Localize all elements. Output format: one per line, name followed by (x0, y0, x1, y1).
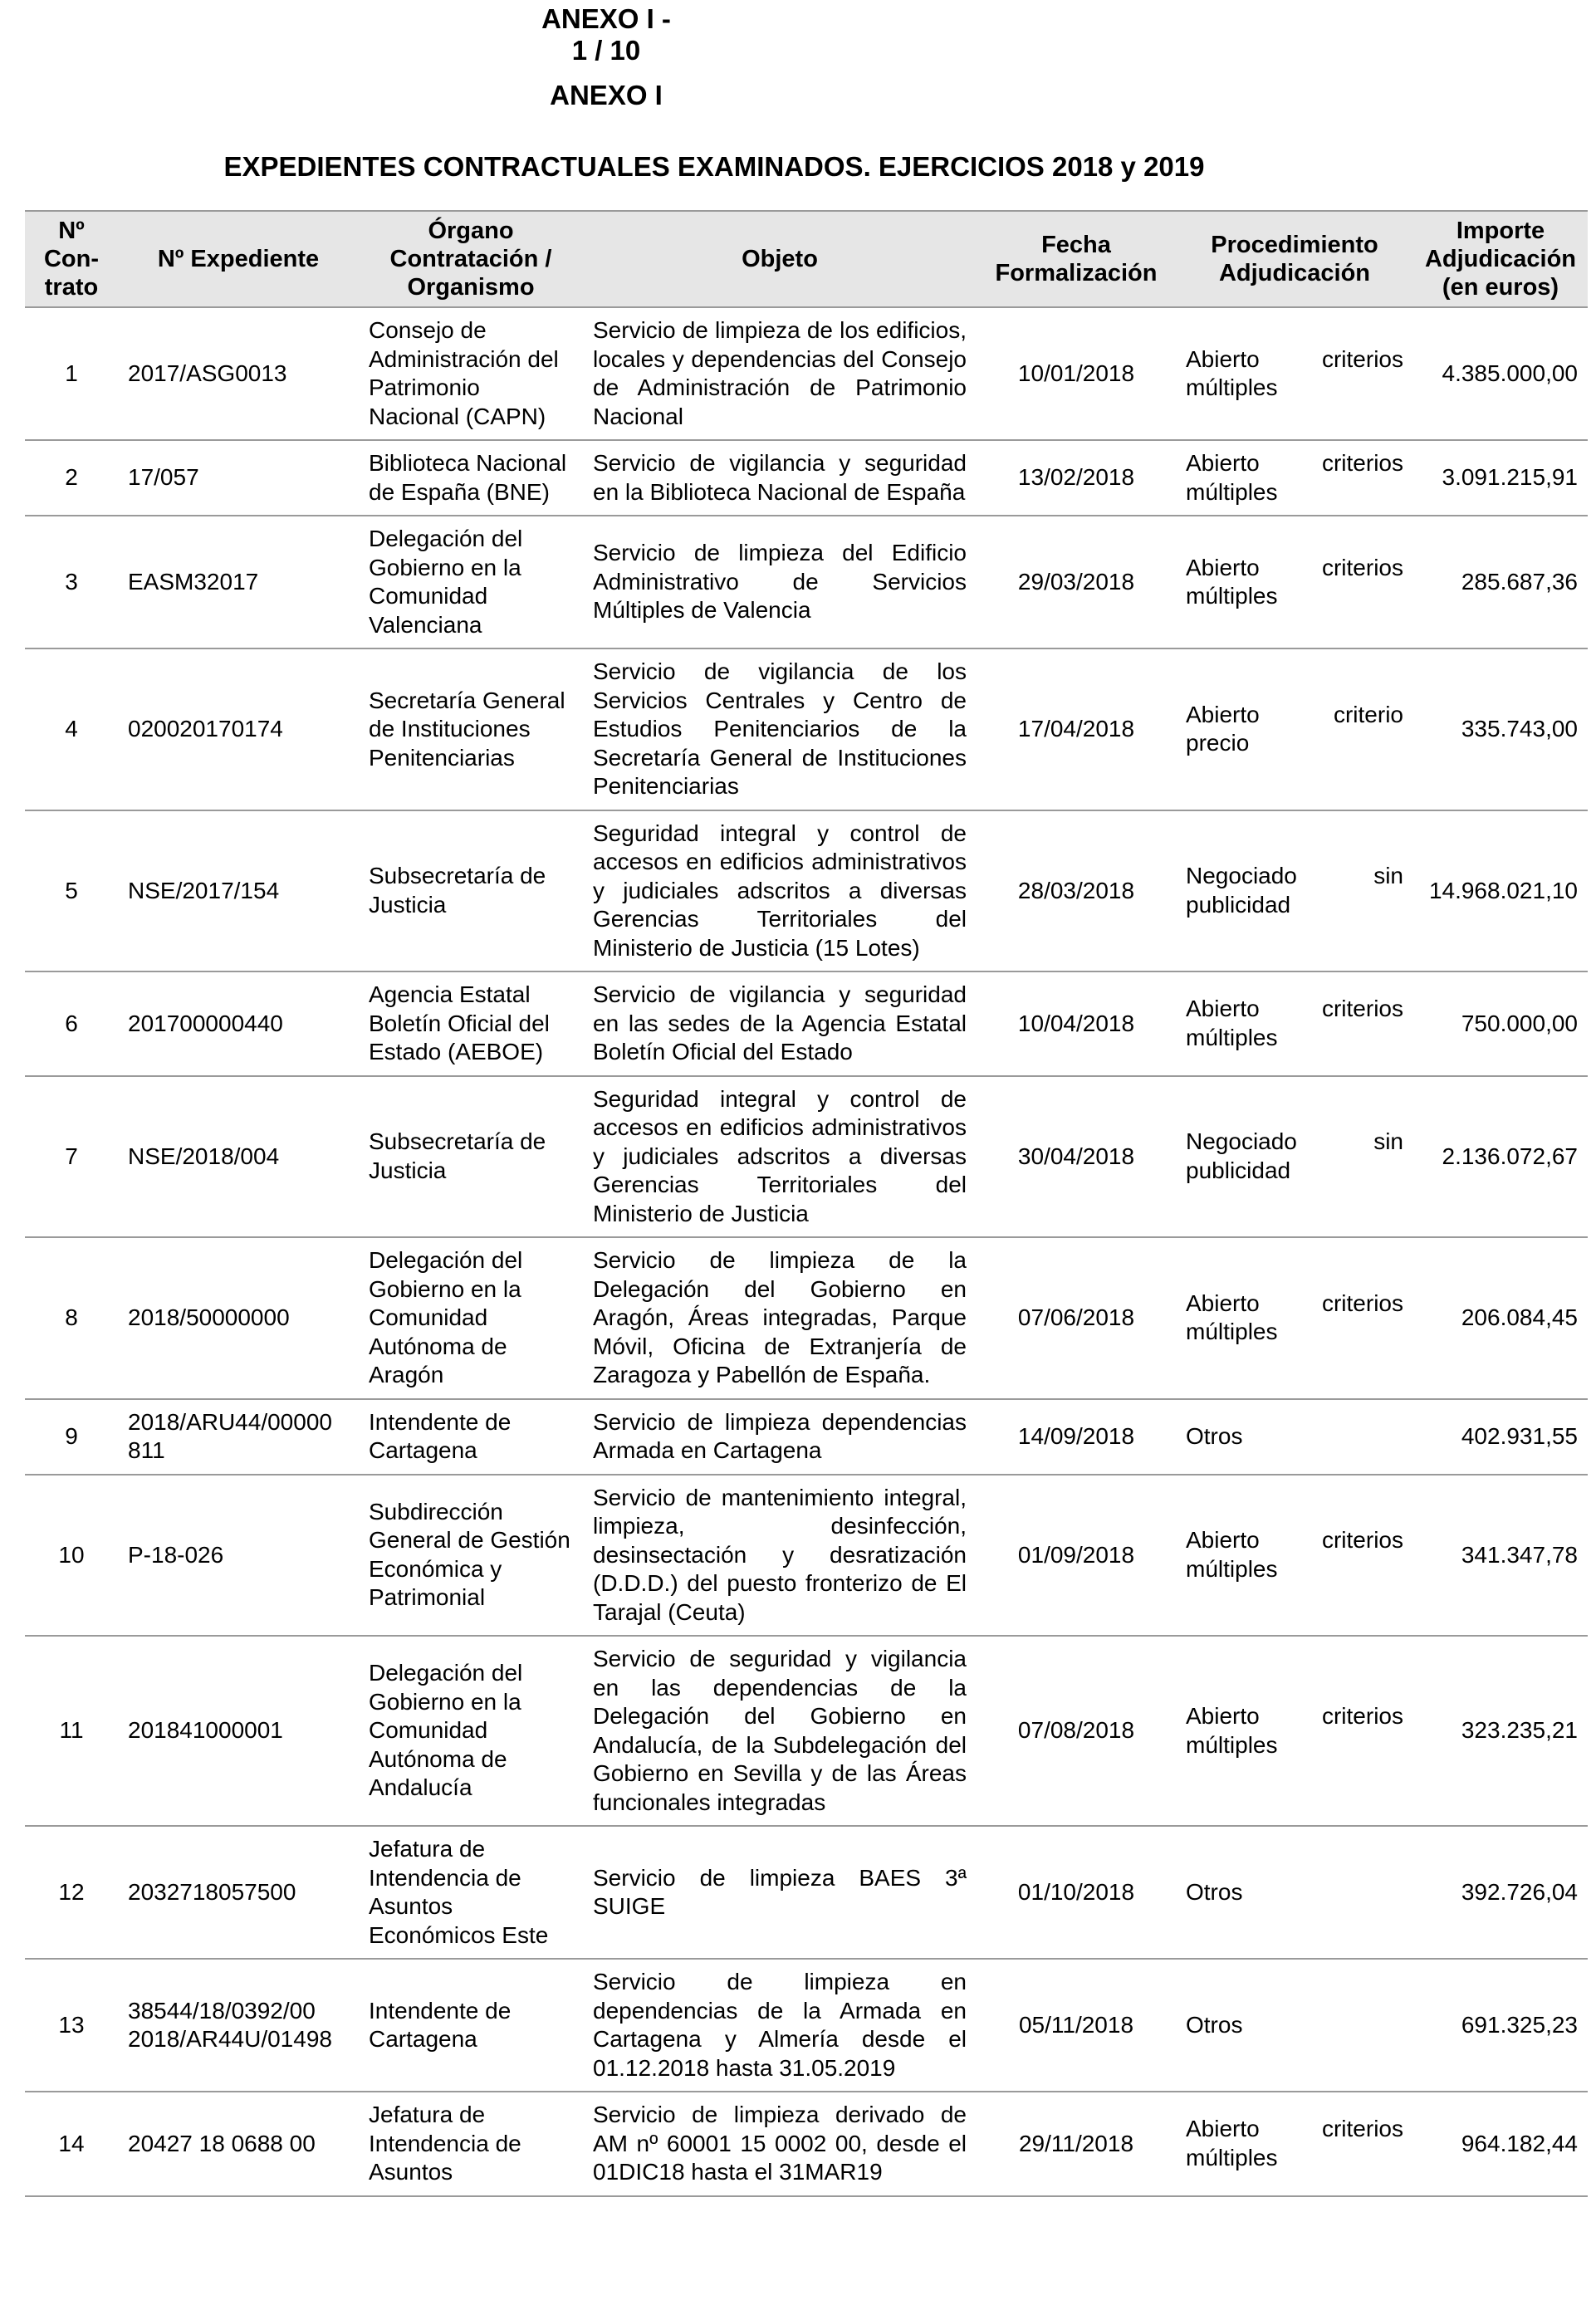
cell-importe: 964.182,44 (1413, 2092, 1588, 2196)
col-header-importe: Importe Adjudicación (en euros) (1413, 211, 1588, 307)
cell-objeto: Servicio de vigilancia y seguridad en las sedes de la Agencia Estatal Boletín Oficial del Estado (583, 971, 977, 1076)
cell-importe: 392.726,04 (1413, 1826, 1588, 1959)
cell-objeto: Servicio de mantenimiento integral, limpieza, desinfección, desinsectación y desratización (D.D.D.) del puesto fronterizo de El Tarajal (Ceuta) (583, 1475, 977, 1637)
procedure-line: múltiples (1186, 1319, 1278, 1345)
cell-objeto: Servicio de vigilancia de los Servicios Centrales y Centro de Estudios Penitenciarios de la Secretaría General de Instituciones Penitenciarias (583, 648, 977, 810)
cell-fecha: 28/03/2018 (977, 810, 1176, 972)
cell-expediente: 2018/50000000 (118, 1237, 359, 1399)
contracts-table (25, 210, 1588, 2197)
table-row (25, 1636, 1588, 1826)
procedure-line: múltiples (1186, 374, 1278, 400)
cell-objeto: Seguridad integral y control de accesos en edificios administrativos y judiciales adscritos a diversas Gerencias Territoriales del Ministerio de Justicia (15 Lotes) (583, 810, 977, 972)
cell-num: 4 (25, 648, 118, 810)
table-row (25, 1399, 1588, 1475)
cell-organo: Jefatura de Intendencia de Asuntos Económicos Este (359, 1826, 583, 1959)
table-row (25, 2092, 1588, 2196)
procedure-line: publicidad (1186, 1157, 1291, 1183)
table-row (25, 1959, 1588, 2092)
cell-fecha: 29/03/2018 (977, 516, 1176, 648)
col-header-procedimiento: Procedimiento Adjudicación (1176, 211, 1413, 307)
cell-procedimiento (1176, 1237, 1413, 1399)
cell-expediente: EASM32017 (118, 516, 359, 648)
annex-title: ANEXO I (550, 80, 663, 110)
cell-importe: 335.743,00 (1413, 648, 1588, 810)
cell-importe: 691.325,23 (1413, 1959, 1588, 2092)
cell-procedimiento (1176, 1399, 1413, 1475)
cell-num: 11 (25, 1636, 118, 1826)
cell-procedimiento (1176, 971, 1413, 1076)
cell-importe: 2.136.072,67 (1413, 1076, 1588, 1238)
cell-organo: Subsecretaría de Justicia (359, 810, 583, 972)
procedure-line: Abierto criterios (1186, 450, 1403, 476)
table-row (25, 516, 1588, 648)
cell-objeto: Servicio de limpieza BAES 3ª SUIGE (583, 1826, 977, 1959)
cell-fecha: 10/04/2018 (977, 971, 1176, 1076)
cell-fecha: 10/01/2018 (977, 307, 1176, 440)
procedure-line: Abierto criterio (1186, 701, 1403, 727)
table-row (25, 1475, 1588, 1637)
procedure-line: múltiples (1186, 1024, 1278, 1050)
cell-expediente: 2018/ARU44/00000 811 (118, 1399, 359, 1475)
cell-fecha: 14/09/2018 (977, 1399, 1176, 1475)
cell-organo: Subdirección General de Gestión Económica y Patrimonial (359, 1475, 583, 1637)
cell-organo: Delegación del Gobierno en la Comunidad Autónoma de Aragón (359, 1237, 583, 1399)
cell-num: 14 (25, 2092, 118, 2196)
cell-importe: 341.347,78 (1413, 1475, 1588, 1637)
procedure-line: múltiples (1186, 478, 1278, 505)
cell-importe: 14.968.021,10 (1413, 810, 1588, 972)
cell-organo: Intendente de Cartagena (359, 1399, 583, 1475)
cell-organo: Subsecretaría de Justicia (359, 1076, 583, 1238)
cell-fecha: 07/06/2018 (977, 1237, 1176, 1399)
cell-expediente: NSE/2018/004 (118, 1076, 359, 1238)
cell-procedimiento (1176, 1959, 1413, 2092)
cell-organo: Delegación del Gobierno en la Comunidad Autónoma de Andalucía (359, 1636, 583, 1826)
cell-fecha: 30/04/2018 (977, 1076, 1176, 1238)
col-header-objeto: Objeto (583, 211, 977, 307)
cell-num: 12 (25, 1826, 118, 1959)
cell-num: 1 (25, 307, 118, 440)
col-header-num: Nº Con-trato (25, 211, 118, 307)
procedure-line: Abierto criterios (1186, 554, 1403, 580)
cell-num: 2 (25, 440, 118, 516)
table-row (25, 1826, 1588, 1959)
cell-expediente: 38544/18/0392/00 2018/AR44U/01498 (118, 1959, 359, 2092)
procedure-line: Otros (1186, 2011, 1243, 2038)
cell-procedimiento (1176, 440, 1413, 516)
procedure-line: Abierto criterios (1186, 1703, 1403, 1729)
cell-importe: 285.687,36 (1413, 516, 1588, 648)
cell-expediente: 17/057 (118, 440, 359, 516)
procedure-line: múltiples (1186, 583, 1278, 609)
cell-objeto: Servicio de limpieza de la Delegación del Gobierno en Aragón, Áreas integradas, Parque Móvil, Oficina de Extranjería de Zaragoza y Pabellón de España. (583, 1237, 977, 1399)
cell-procedimiento (1176, 1826, 1413, 1959)
procedure-line: publicidad (1186, 891, 1291, 918)
table-row (25, 1237, 1588, 1399)
table-row (25, 1076, 1588, 1238)
col-header-organo: Órgano Contratación / Organismo (359, 211, 583, 307)
cell-procedimiento (1176, 1076, 1413, 1238)
procedure-line: Negociado sin (1186, 863, 1403, 889)
cell-procedimiento (1176, 2092, 1413, 2196)
cell-fecha: 07/08/2018 (977, 1636, 1176, 1826)
cell-organo: Biblioteca Nacional de España (BNE) (359, 440, 583, 516)
table-row (25, 440, 1588, 516)
procedure-line: Negociado sin (1186, 1128, 1403, 1155)
annex-page-label: ANEXO I - 1 / 10 (541, 3, 671, 66)
cell-objeto: Servicio de limpieza de los edificios, locales y dependencias del Consejo de Administración de Patrimonio Nacional (583, 307, 977, 440)
cell-fecha: 13/02/2018 (977, 440, 1176, 516)
cell-num: 10 (25, 1475, 118, 1637)
table-body (25, 307, 1588, 2196)
procedure-line: múltiples (1186, 2144, 1278, 2170)
cell-num: 5 (25, 810, 118, 972)
cell-organo: Consejo de Administración del Patrimonio Nacional (CAPN) (359, 307, 583, 440)
cell-importe: 206.084,45 (1413, 1237, 1588, 1399)
table-row (25, 971, 1588, 1076)
cell-expediente: 20427 18 0688 00 (118, 2092, 359, 2196)
cell-num: 13 (25, 1959, 118, 2092)
cell-importe: 750.000,00 (1413, 971, 1588, 1076)
cell-expediente: 020020170174 (118, 648, 359, 810)
cell-expediente: 2017/ASG0013 (118, 307, 359, 440)
cell-num: 7 (25, 1076, 118, 1238)
cell-procedimiento (1176, 307, 1413, 440)
cell-objeto: Servicio de limpieza en dependencias de la Armada en Cartagena y Almería desde el 01.12.2018 hasta 31.05.2019 (583, 1959, 977, 2092)
cell-importe: 4.385.000,00 (1413, 307, 1588, 440)
cell-procedimiento (1176, 1475, 1413, 1637)
procedure-line: Otros (1186, 1422, 1243, 1449)
procedure-line: Otros (1186, 1878, 1243, 1905)
cell-expediente: 2032718057500 (118, 1826, 359, 1959)
cell-importe: 3.091.215,91 (1413, 440, 1588, 516)
cell-fecha: 17/04/2018 (977, 648, 1176, 810)
cell-expediente: 201700000440 (118, 971, 359, 1076)
cell-num: 3 (25, 516, 118, 648)
procedure-line: Abierto criterios (1186, 345, 1403, 372)
cell-objeto: Servicio de seguridad y vigilancia en las dependencias de la Delegación del Gobierno en Andalucía, de la Subdelegación del Gobierno en Sevilla y de las Áreas funcionales integradas (583, 1636, 977, 1826)
cell-objeto: Servicio de limpieza del Edificio Administrativo de Servicios Múltiples de Valencia (583, 516, 977, 648)
cell-procedimiento (1176, 1636, 1413, 1826)
cell-num: 8 (25, 1237, 118, 1399)
cell-organo: Delegación del Gobierno en la Comunidad Valenciana (359, 516, 583, 648)
cell-expediente: P-18-026 (118, 1475, 359, 1637)
cell-num: 6 (25, 971, 118, 1076)
cell-objeto: Seguridad integral y control de accesos en edificios administrativos y judiciales adscritos a diversas Gerencias Territoriales del Ministerio de Justicia (583, 1076, 977, 1238)
procedure-line: múltiples (1186, 1555, 1278, 1582)
cell-organo: Secretaría General de Instituciones Penitenciarias (359, 648, 583, 810)
table-row (25, 810, 1588, 972)
cell-procedimiento (1176, 516, 1413, 648)
col-header-expediente: Nº Expediente (118, 211, 359, 307)
document-title: EXPEDIENTES CONTRACTUALES EXAMINADOS. EJERCICIOS 2018 y 2019 (223, 151, 1205, 182)
procedure-line: Abierto criterios (1186, 996, 1403, 1022)
cell-fecha: 05/11/2018 (977, 1959, 1176, 2092)
cell-organo: Intendente de Cartagena (359, 1959, 583, 2092)
cell-organo: Jefatura de Intendencia de Asuntos (359, 2092, 583, 2196)
cell-procedimiento (1176, 648, 1413, 810)
cell-objeto: Servicio de limpieza derivado de AM nº 60001 15 0002 00, desde el 01DIC18 hasta el 31MAR19 (583, 2092, 977, 2196)
cell-procedimiento (1176, 810, 1413, 972)
cell-importe: 402.931,55 (1413, 1399, 1588, 1475)
cell-expediente: 201841000001 (118, 1636, 359, 1826)
cell-importe: 323.235,21 (1413, 1636, 1588, 1826)
procedure-line: múltiples (1186, 1731, 1278, 1758)
procedure-line: precio (1186, 730, 1250, 756)
procedure-line: Abierto criterios (1186, 1290, 1403, 1316)
cell-num: 9 (25, 1399, 118, 1475)
cell-fecha: 01/10/2018 (977, 1826, 1176, 1959)
table-header-row (25, 211, 1588, 307)
cell-fecha: 01/09/2018 (977, 1475, 1176, 1637)
procedure-line: Abierto criterios (1186, 2116, 1403, 2142)
procedure-line: Abierto criterios (1186, 1527, 1403, 1554)
cell-organo: Agencia Estatal Boletín Oficial del Estado (AEBOE) (359, 971, 583, 1076)
table-row (25, 648, 1588, 810)
col-header-fecha: Fecha Formalización (977, 211, 1176, 307)
cell-expediente: NSE/2017/154 (118, 810, 359, 972)
cell-fecha: 29/11/2018 (977, 2092, 1176, 2196)
cell-objeto: Servicio de limpieza dependencias Armada en Cartagena (583, 1399, 977, 1475)
cell-objeto: Servicio de vigilancia y seguridad en la Biblioteca Nacional de España (583, 440, 977, 516)
table-row (25, 307, 1588, 440)
